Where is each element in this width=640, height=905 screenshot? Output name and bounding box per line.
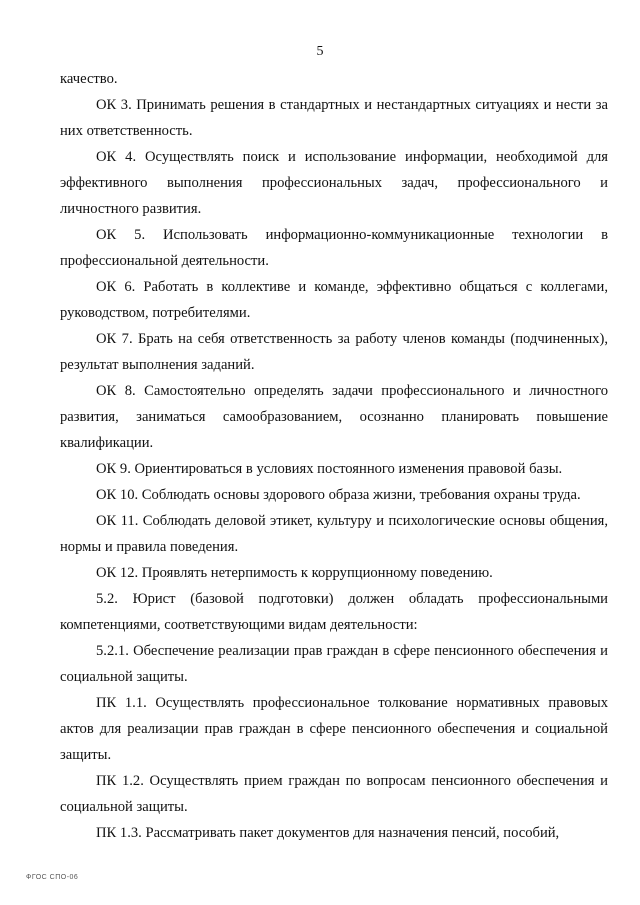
page-number: 5 — [316, 44, 324, 59]
paragraph-5-2-1: 5.2.1. Обеспечение реализации прав граждан в сфере пенсионного обеспечения и социальной защиты. — [60, 643, 608, 685]
paragraph-ok11: ОК 11. Соблюдать деловой этикет, культуру и психологические основы общения, нормы и правила поведения. — [60, 513, 608, 555]
paragraph-pk1-2: ПК 1.2. Осуществлять прием граждан по вопросам пенсионного обеспечения и социальной защиты. — [60, 773, 608, 815]
document-body — [60, 66, 608, 846]
paragraph-ok7: ОК 7. Брать на себя ответственность за работу членов команды (подчиненных), результат выполнения заданий. — [60, 331, 608, 373]
paragraph-ok8: ОК 8. Самостоятельно определять задачи профессионального и личностного развития, заниматься самообразованием, осознанно планировать повышение квалификации. — [60, 383, 608, 451]
paragraph-ok10: ОК 10. Соблюдать основы здорового образа жизни, требования охраны труда. — [96, 487, 581, 503]
paragraph-pk1-1: ПК 1.1. Осуществлять профессиональное толкование нормативных правовых актов для реализации прав граждан в сфере пенсионного обеспечения и социальной защиты. — [60, 695, 608, 763]
paragraph-ok4: ОК 4. Осуществлять поиск и использование информации, необходимой для эффективного выполнения профессиональных задач, профессионального и личностного развития. — [60, 149, 608, 217]
paragraph-ok5: ОК 5. Использовать информационно-коммуникационные технологии в профессиональной деятельности. — [60, 227, 608, 269]
paragraph-continuation: качество. — [60, 71, 118, 87]
paragraph-ok12: ОК 12. Проявлять нетерпимость к коррупционному поведению. — [96, 565, 493, 581]
paragraph-pk1-3: ПК 1.3. Рассматривать пакет документов для назначения пенсий, пособий, — [96, 825, 560, 841]
paragraph-ok6: ОК 6. Работать в коллективе и команде, эффективно общаться с коллегами, руководством, потребителями. — [60, 279, 608, 321]
paragraph-5-2: 5.2. Юрист (базовой подготовки) должен обладать профессиональными компетенциями, соответствующими видам деятельности: — [60, 591, 608, 633]
page-footer: ФГОС СПО-06 — [26, 874, 79, 881]
paragraph-ok9: ОК 9. Ориентироваться в условиях постоянного изменения правовой базы. — [96, 461, 563, 477]
paragraph-ok3: ОК 3. Принимать решения в стандартных и нестандартных ситуациях и нести за них ответственность. — [60, 97, 608, 139]
